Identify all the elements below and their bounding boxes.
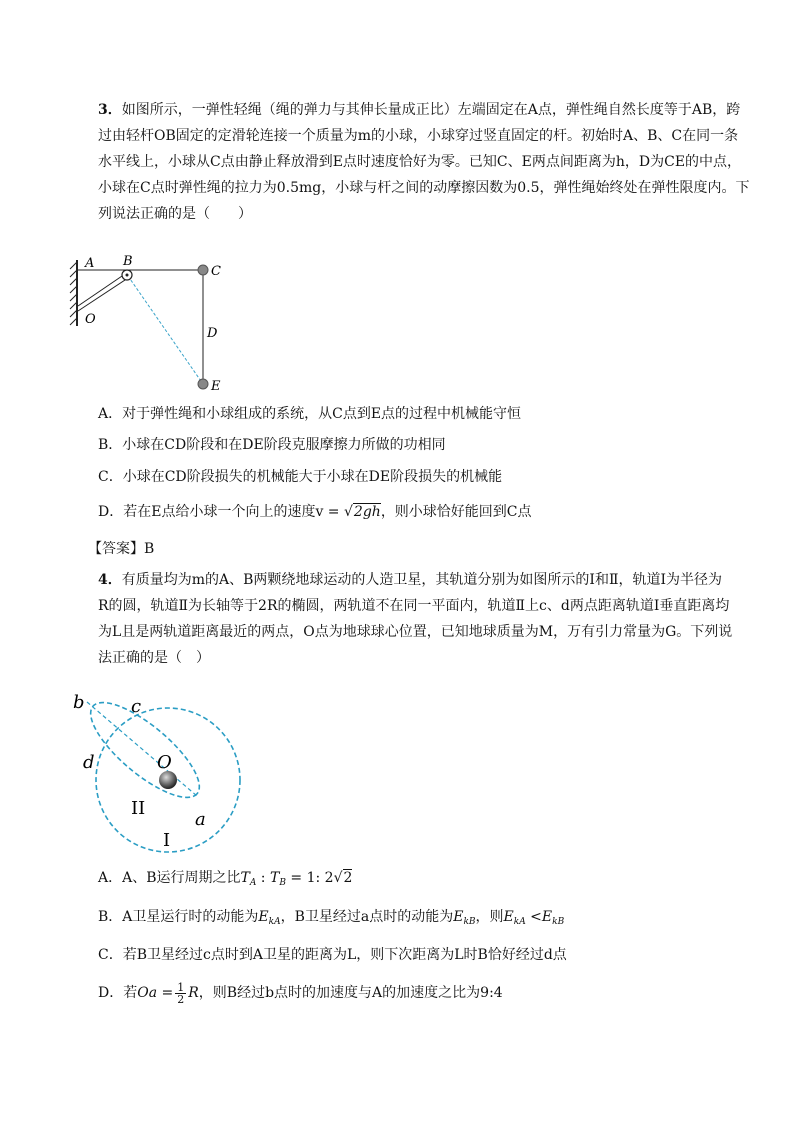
label-c: C [211,264,221,279]
q3-option-d-sqrt: 2gh [353,504,381,520]
q3-line-5: 列说法正确的是（ ） [98,206,252,222]
label-o: O [85,312,96,327]
q4-line-2: R的圆，轨道Ⅱ为长轴等于2R的椭圆，两轨道不在同一平面内，轨道Ⅱ上c、d两点距离轨道Ⅰ垂直距离均 [98,598,730,614]
label-a: A [85,256,95,271]
q4-option-d: D．若Oa = $\frac{1}{2}$ R，则B经过b点时的加速度与A的加速度之比为9:4 [98,980,503,1006]
q3-text-1: 如图所示，一弹性轻绳（绳的弹力与其伸长量成正比）左端固定在A点，弹性绳自然长度等于AB，跨 [121,102,741,118]
label-d: D [207,326,218,341]
label-b-point: b [73,692,85,713]
label-c-point: c [131,696,142,717]
q3-number: 3 [98,102,108,118]
q3-option-d [98,502,532,522]
q4-line-1: 4．有质量均为m的A、B两颗绕地球运动的人造卫星，其轨道分别为如图所示的Ⅰ和Ⅱ，轨道Ⅰ为半径为 [98,572,722,588]
q3-answer: 【答案】B [88,541,155,557]
q4-text-1: 有质量均为m的A、B两颗绕地球运动的人造卫星，其轨道分别为如图所示的Ⅰ和Ⅱ，轨道Ⅰ为半径为 [121,572,722,588]
q3-option-a: A．对于弹性绳和小球组成的系统，从C点到E点的过程中机械能守恒 [98,406,522,422]
q4-number: 4 [98,572,108,588]
fraction-half: $\frac{1}{2}$ [177,980,185,1006]
label-a-point: a [195,809,206,830]
q4-option-a: A．A、B运行周期之比$T_A$ : $T_B = 1$: 2√2 [98,870,353,888]
q4-line-3: 为L且是两轨道距离最近的两点，O点为地球球心位置，已知地球质量为M，万有引力常量为G。下列说 [98,624,733,640]
q4-figure [65,688,255,858]
q4-option-b: B．A卫星运行时的动能为$E_{kA}$，B卫星经过a点时的动能为$E_{kB}$，则$E_{kA} <E_{kB}$ [98,909,565,927]
earth-icon [159,771,177,789]
q3-line-2: 过由轻杆OB固定的定滑轮连接一个质量为m的小球，小球穿过竖直固定的杆。初始时A、B、C在同一条 [98,128,739,144]
q3-line-4: 小球在C点时弹性绳的拉力为0.5mg，小球与杆之间的动摩擦因数为0.5，弹性绳始终处在弹性限度内。下 [98,180,750,196]
ball-e-icon [198,379,208,389]
sqrt-symbol: √ [344,504,353,520]
label-b: B [123,254,133,269]
q4-line-4: 法正确的是（ ） [98,650,210,666]
q3-line-1: 3．如图所示，一弹性轻绳（绳的弹力与其伸长量成正比）左端固定在A点，弹性绳自然长度等于AB，跨 [98,102,741,118]
q3-option-b: B．小球在CD阶段和在DE阶段克服摩擦力所做的功相同 [98,437,446,453]
label-orbit-i: I [163,830,171,851]
label-orbit-ii: II [131,798,146,819]
q3-option-c: C．小球在CD阶段损失的机械能大于小球在DE阶段损失的机械能 [98,469,503,485]
q3-option-d-pre: D．若在E点给小球一个向上的速度v = [98,504,340,520]
q3-option-d-post: ，则小球恰好能回到C点 [380,504,532,520]
label-o-center: O [157,752,172,773]
q3-line-3: 水平线上，小球从C点由静止释放滑到E点时速度恰好为零。已知C、E两点间距离为h，D为CE的中点， [98,154,742,170]
label-d-point: d [83,752,95,773]
ball-c-icon [198,265,208,275]
q3-figure [65,254,235,394]
sqrt-symbol: √ [333,870,343,886]
label-e: E [211,379,221,394]
q4-option-c: C．若B卫星经过c点时到A卫星的距离为L，则下次距离为L时B恰好经过d点 [98,947,567,963]
